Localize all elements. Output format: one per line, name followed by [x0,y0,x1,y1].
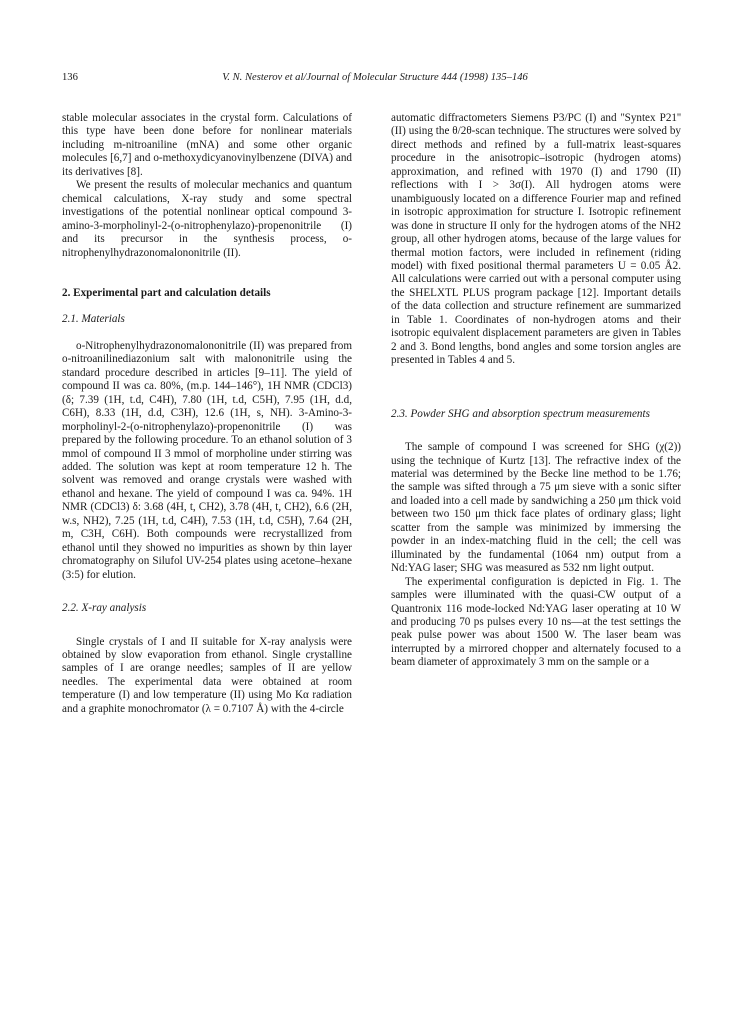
subsection-heading-2-1: 2.1. Materials [62,313,125,326]
running-header [62,72,688,88]
paragraph-xray: Single crystals of I and II suitable for X-ray analysis were obtained by slow evaporation from ethanol. Single crystalline samples of I are orange needles; samples of II are yellow needles. The experimental data were obtained at room temperature (I) and low temperature (II) using Mo Kα radiation and a graphite monochromator (λ = 0.7107 Å) with the 4-circle [62,635,352,715]
paragraph-intro-present: We present the results of molecular mechanics and quantum chemical calculations, X-ray study and some spectral investigations of the potential nonlinear optical compound 3-amino-3-morpholinyl-2-(o-nitrophenylazo)-propenonitrile (I) and its precursor in the synthesis process, o-nitrophenylhydrazonomalononitrile (II). [62,179,352,259]
left-column [62,112,352,716]
paragraph-materials: o-Nitrophenylhydrazonomalononitrile (II) was prepared from o-nitroanilinediazonium salt with malononitrile using the standard procedure described in articles [9–11]. The yield of compound II was ca. 80%, (m.p. 144–146°), 1H NMR (CDCl3) (δ; 7.39 (1H, t.d, C4H), 7.80 (1H, t.d, C5H), 7.95 (1H, d.d, C6H), 8.33 (1H, d.d, C3H), 12.6 (1H, s, NH). 3-Amino-3-morpholinyl-2-(o-nitrophenylazo)-propenonitrile (I) was prepared by the following procedure. To an ethanol solution of 3 mmol of compound II 3 mmol of morpholine under stirring was added. The solution was kept at room temperature 12 h. The solvent was removed and orange crystals were washed with ethanol and hexane. The yield of compound I was ca. 94%. 1H NMR (CDCl3) δ: 3.68 (4H, t, CH2), 3.78 (4H, t, CH2), 6.6 (2H, w.s, NH2), 7.25 (1H, t.d, C4H), 7.53 (1H, t.d, C5H), 7.64 (2H, m, C3H, C6H). Both compounds were recrystallized from ethanol until they showed no impurities as shown by thin layer chromatography on Silufol UV-254 plates using acetone–hexane (3:5) for elution. [62,339,352,581]
page-number: 136 [62,72,78,83]
paragraph-intro-continued: stable molecular associates in the crystal form. Calculations of this type have been done before for nonlinear materials including m-nitroaniline (mNA) and some other organic molecules [6,7] and o-methoxydicyanovinylbenzene (DIVA) and its derivatives [8]. [62,112,352,178]
subsection-heading-2-2: 2.2. X-ray analysis [62,602,147,615]
paragraph-xray-continued: automatic diffractometers Siemens P3/PC (I) and ''Syntex P21'' (II) using the θ/2θ-scan technique. The structures were solved by direct methods and refined by a full-matrix least-squares procedure in the anisotropic–isotropic (hydrogen atoms) approximation, and refined with 1970 (I) and 1790 (II) reflections with I > 3σ(I). All hydrogen atoms were unambiguously located on a difference Fourier map and refined in isotropic approximation for structure I. Isotropic refinement was done in structure II only for the hydrogen atoms of the NH2 group, all other hydrogen atoms, because of the large values for thermal motion factors, were included in refinement (riding model) with fixed positional thermal parameters U = 0.05 Å2. All calculations were carried out with a personal computer using the SHELXTL PLUS program package [12]. Important details of the data collection and structure refinement are summarized in Table 1. Coordinates of non-hydrogen atoms and their isotropic equivalent displacement parameters are given in Tables 2 and 3. Bond lengths, bond angles and some torsion angles are presented in Tables 4 and 5. [391,112,681,367]
right-column [391,112,681,670]
paragraph-config: The experimental configuration is depicted in Fig. 1. The samples were illuminated with the quasi-CW output of a Quantronix 116 mode-locked Nd:YAG laser operating at 10 W and producing 70 ps pulses every 10 ns—at the test settings the peak pulse power was about 1500 W. The laser beam was interrupted by a mirrored chopper and alternately focused to a beam diameter of approximately 3 mm on the sample or a [391,575,681,669]
running-head: V. N. Nesterov et al/Journal of Molecular Structure 444 (1998) 135–146 [222,72,528,83]
section-heading-2: 2. Experimental part and calculation details [62,286,271,299]
subsection-heading-2-3: 2.3. Powder SHG and absorption spectrum measurements [391,407,650,420]
paragraph-shg: The sample of compound I was screened for SHG (χ(2)) using the technique of Kurtz [13]. The refractive index of the material was determined by the Becke line method to be 1.76; the sample was sifted through a 75 μm sieve with a sonic sifter and loaded into a cell made by sandwiching a 250 μm thick void between two 150 μm thick face plates of ordinary glass; light scatter from the sample was minimized by immersing the powder in an index-matching fluid in the cell; the cell was illuminated by the fundamental (1064 nm) output from a Nd:YAG laser; SHG was measured as 532 nm light output. [391,441,681,575]
